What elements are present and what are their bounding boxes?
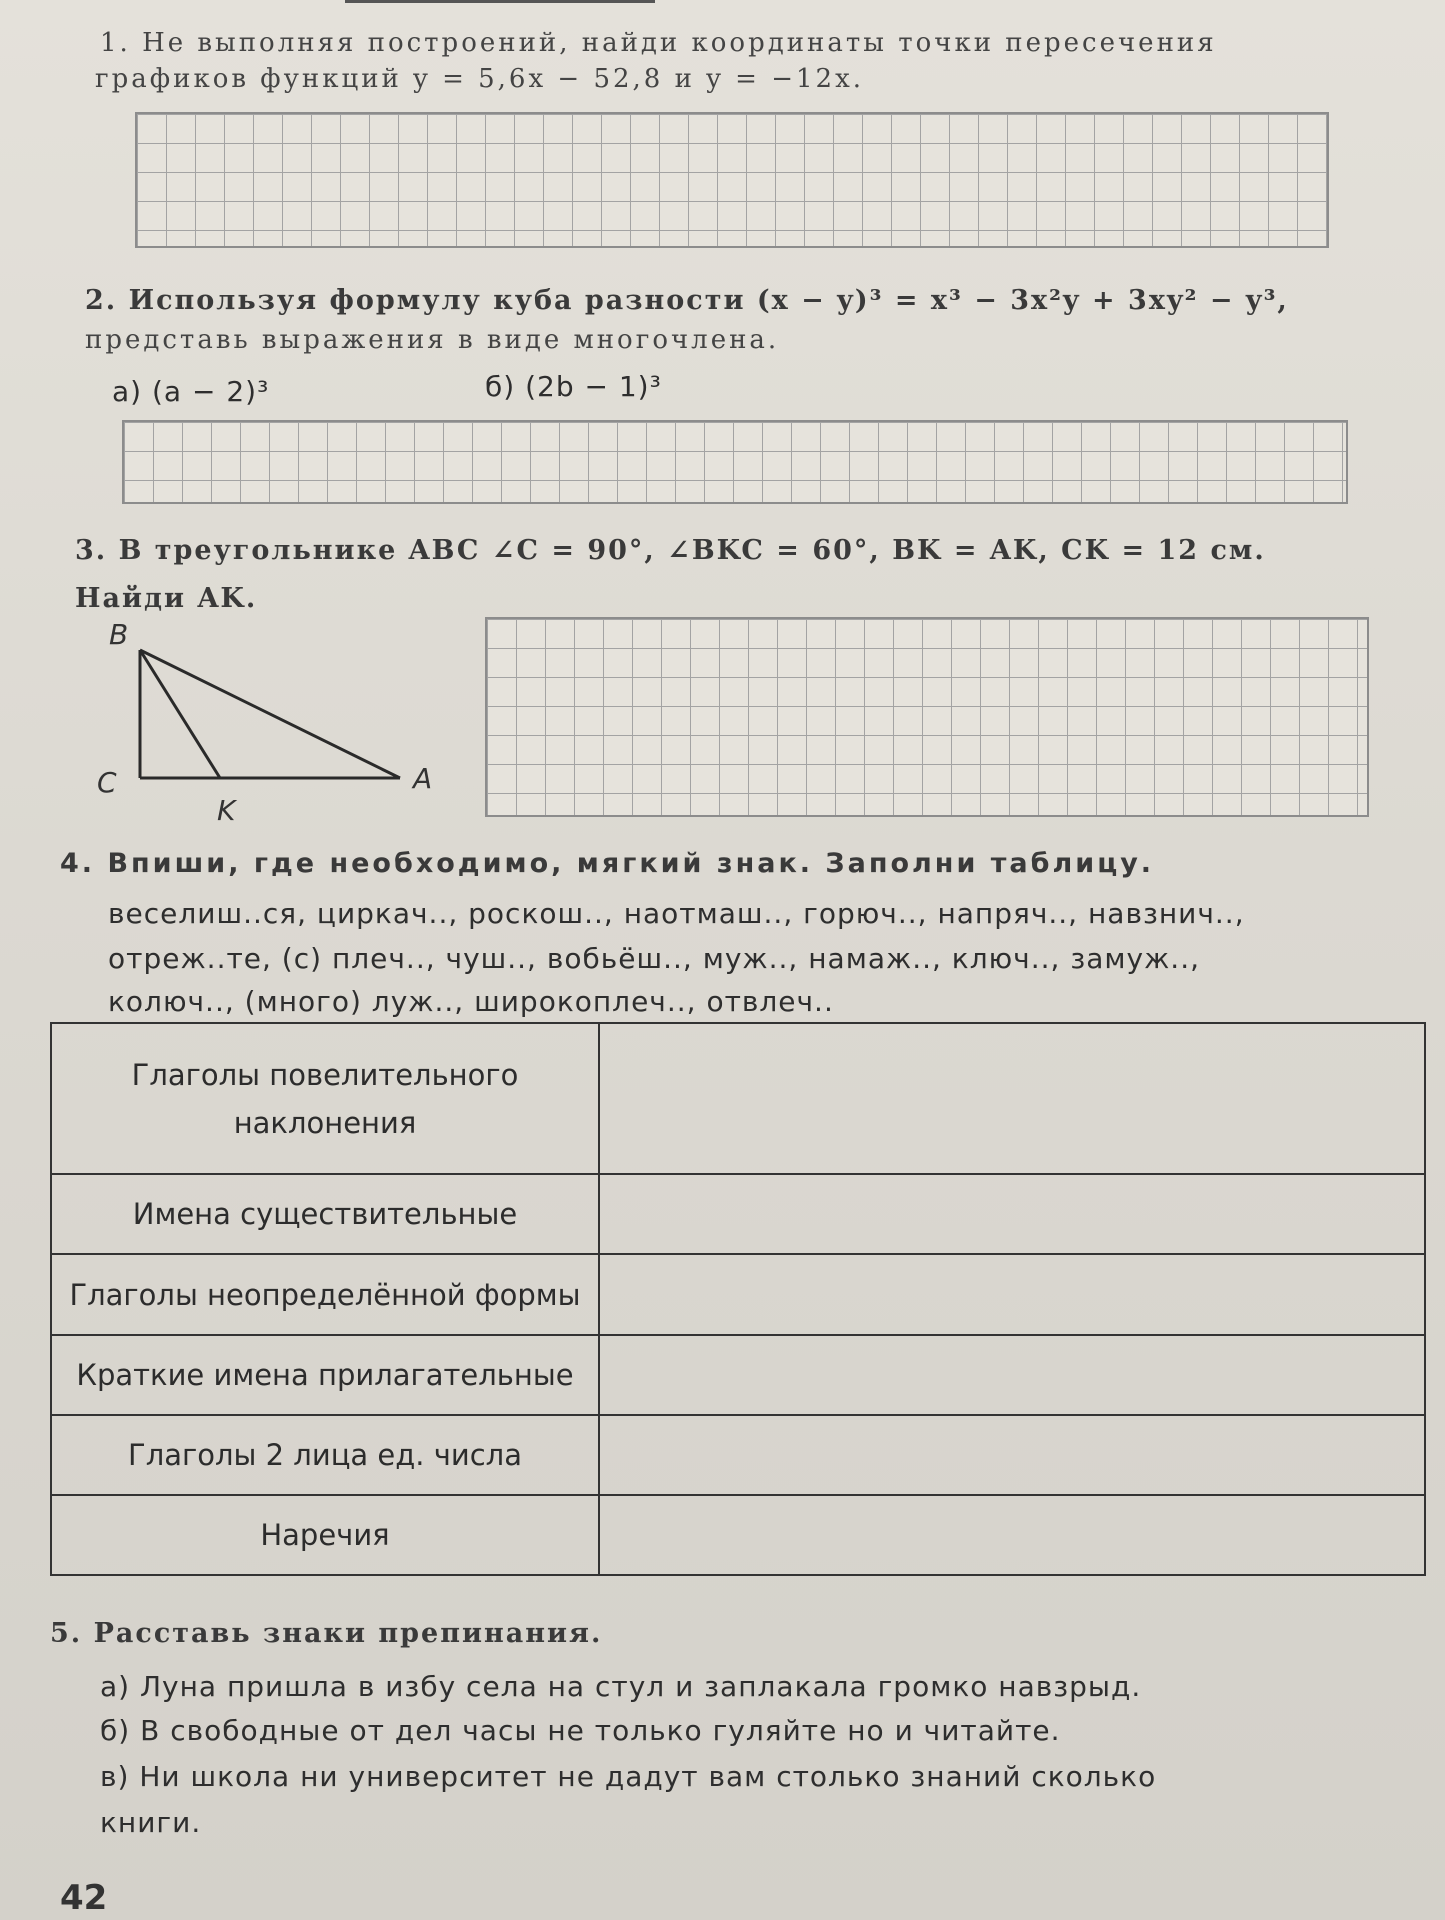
- task4-words-line2: отреж..те, (с) плеч.., чуш.., вобьёш.., муж.., намаж.., ключ.., замуж..,: [108, 942, 1200, 975]
- task1-line1: 1. Не выполняя построений, найди координаты точки пересечения: [100, 28, 1217, 58]
- soft-sign-table: [50, 1022, 1426, 1576]
- table-row: [51, 1335, 1425, 1415]
- table-row: [51, 1023, 1425, 1174]
- table-row: [51, 1174, 1425, 1254]
- task4-words-line3: колюч.., (много) луж.., широкоплеч.., отвлеч..: [108, 985, 834, 1018]
- answer-cell[interactable]: [599, 1335, 1425, 1415]
- row-label: Глаголы неопределённой формы: [51, 1254, 599, 1334]
- task5-item-c: в) Ни школа ни университет не дадут вам столько знаний сколько: [100, 1760, 1157, 1793]
- task1-answer-grid[interactable]: [135, 112, 1329, 248]
- task5-title: 5. Расставь знаки препинания.: [50, 1618, 603, 1649]
- task2-item-b: б) (2b − 1)³: [485, 370, 662, 403]
- row-label: Глаголы повелительного наклонения: [51, 1023, 599, 1174]
- answer-cell[interactable]: [599, 1495, 1425, 1575]
- row-label: Глаголы 2 лица ед. числа: [51, 1415, 599, 1495]
- task5-item-b: б) В свободные от дел часы не только гуляйте но и читайте.: [100, 1714, 1061, 1747]
- answer-cell[interactable]: [599, 1415, 1425, 1495]
- task3-line1: 3. В треугольнике ABC ∠C = 90°, ∠BKC = 60°, BK = AK, CK = 12 см.: [75, 535, 1266, 566]
- task4-title: 4. Впиши, где необходимо, мягкий знак. Заполни таблицу.: [60, 848, 1155, 879]
- label-c: C: [97, 766, 117, 799]
- task3-line2: Найди AK.: [75, 583, 258, 614]
- row-label: Наречия: [51, 1495, 599, 1575]
- label-a: A: [413, 762, 433, 795]
- table-row: [51, 1254, 1425, 1334]
- task1-line2: графиков функций y = 5,6x − 52,8 и y = −12x.: [95, 64, 864, 94]
- answer-cell[interactable]: [599, 1174, 1425, 1254]
- label-k: K: [217, 794, 236, 827]
- label-b: B: [109, 620, 129, 651]
- table-row: [51, 1415, 1425, 1495]
- task5-item-a: а) Луна пришла в избу села на стул и заплакала громко навзрыд.: [100, 1670, 1142, 1703]
- answer-cell[interactable]: [599, 1254, 1425, 1334]
- top-rule: [345, 0, 655, 3]
- task2-item-a: а) (a − 2)³: [112, 375, 270, 408]
- task5-item-c-cont: книги.: [100, 1806, 202, 1839]
- task3-answer-grid[interactable]: [485, 617, 1369, 817]
- answer-cell[interactable]: [599, 1023, 1425, 1174]
- task2-line2: представь выражения в виде многочлена.: [85, 325, 780, 355]
- page-number: 42: [60, 1878, 108, 1918]
- task2-line1: 2. Используя формулу куба разности (x − y)³ = x³ − 3x²y + 3xy² − y³,: [85, 285, 1289, 316]
- row-label: Краткие имена прилагательные: [51, 1335, 599, 1415]
- task4-words-line1: веселиш..ся, циркач.., роскош.., наотмаш.., горюч.., напряч.., навзнич..,: [108, 897, 1245, 930]
- table-row: [51, 1495, 1425, 1575]
- task2-answer-grid[interactable]: [122, 420, 1348, 504]
- triangle-abc-diagram: [95, 620, 455, 830]
- row-label: Имена существительные: [51, 1174, 599, 1254]
